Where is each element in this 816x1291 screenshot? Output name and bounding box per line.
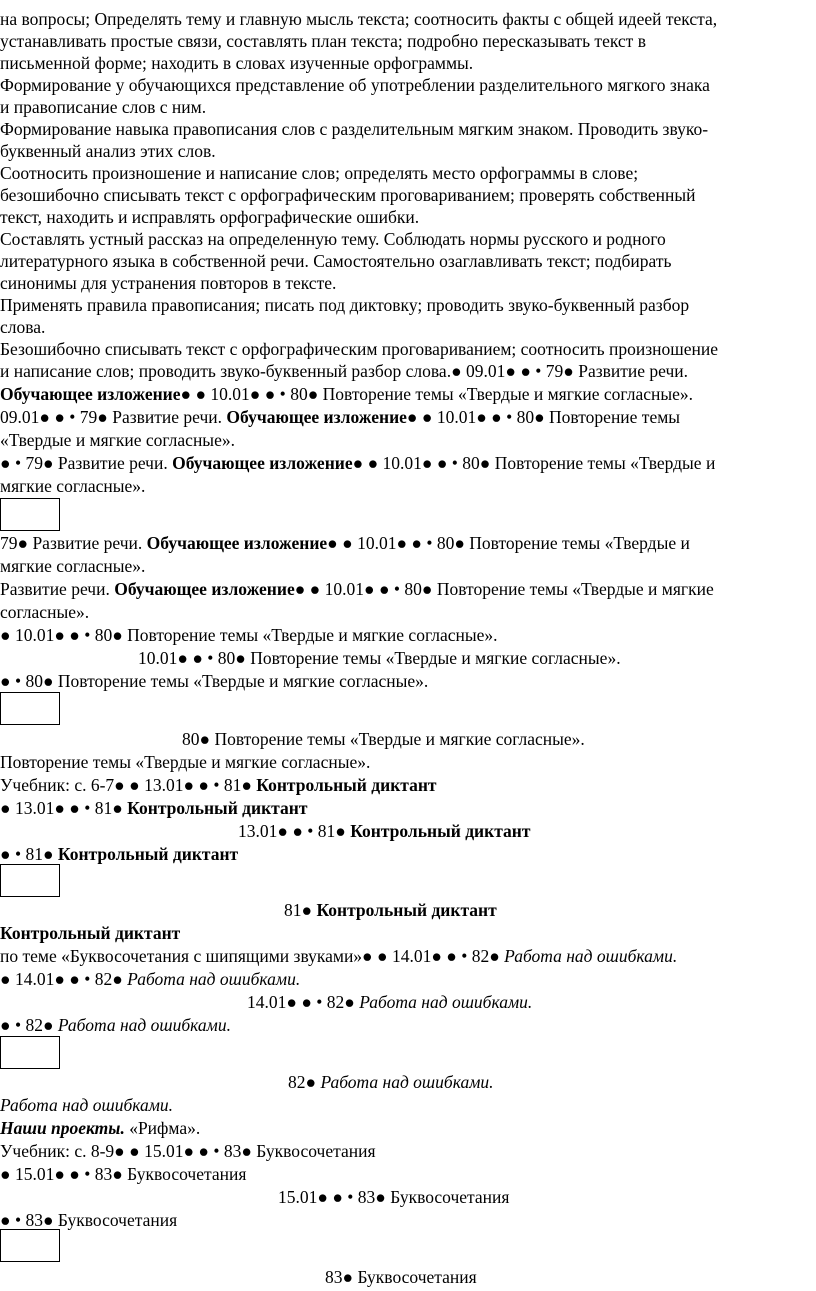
text-segment: ● 13.01● ● • 81● (0, 798, 128, 818)
text-segment: Развитие речи. (0, 579, 115, 599)
text-segment: ● • 83● Буквосочетания (0, 1210, 178, 1230)
text-segment: Работа над ошибками. (504, 946, 678, 966)
text-segment: ● • 80● Повторение темы «Твердые и мягкие согласные». (0, 671, 429, 691)
text-segment: мягкие согласные». (0, 476, 146, 496)
text-segment: 10.01● ● • 80● Повторение темы «Твердые и мягкие (320, 579, 714, 599)
text-segment: ● 10.01● ● • 80● Повторение темы «Твердые и мягкие согласные». (0, 625, 498, 645)
text-line (0, 294, 689, 316)
text-line (0, 1163, 246, 1185)
text-segment: Обучающее изложение● ● (226, 407, 433, 427)
text-line (0, 578, 714, 600)
text-line (0, 30, 646, 52)
text-segment: Контрольный диктант (316, 900, 497, 920)
text-segment: 10.01● ● • 80● Повторение темы «Твердые и (378, 453, 716, 473)
text-line (0, 452, 715, 474)
text-line (0, 1209, 177, 1231)
text-segment: синонимы для устранения повторов в тексте. (0, 273, 337, 293)
text-line (0, 250, 671, 272)
text-line (0, 228, 666, 250)
text-line (0, 52, 473, 74)
text-line (0, 406, 680, 428)
text-line (325, 1266, 477, 1288)
text-segment: Контрольный диктант (57, 844, 239, 864)
text-line (138, 647, 621, 669)
text-line (0, 383, 693, 405)
text-segment: Контрольный диктант (350, 821, 531, 841)
text-segment: ● • 82● (0, 1015, 58, 1035)
text-segment: Работа над ошибками. (127, 969, 301, 989)
text-segment: 10.01● ● • 80● Повторение темы «Твердые и мягкие согласные». (206, 384, 693, 404)
text-line (0, 429, 235, 451)
text-line (0, 74, 710, 96)
text-segment: Обучающее изложение● ● (114, 579, 321, 599)
text-segment: Соотносить произношение и написание слов; определять место орфограммы в слове; (0, 163, 639, 183)
text-segment: ● 14.01● ● • 82● (0, 969, 128, 989)
text-line (288, 1071, 494, 1093)
text-segment: «Рифма». (124, 1118, 201, 1138)
text-segment: согласные». (0, 602, 90, 622)
text-segment: слова. (0, 317, 46, 337)
text-segment: 82● (288, 1072, 321, 1092)
empty-table-cell-box (0, 1229, 60, 1262)
text-line (0, 797, 307, 819)
empty-table-cell-box (0, 498, 60, 531)
text-segment: литературного языка в собственной речи. Самостоятельно озаглавливать текст; подбирать (0, 251, 672, 271)
text-line (0, 162, 638, 184)
text-line (247, 991, 532, 1013)
text-line (238, 820, 530, 842)
text-segment: Учебник: с. 8-9● ● 15.01● ● • 83● Буквосочетания (0, 1141, 376, 1161)
text-segment: ● • 79● Развитие речи. (0, 453, 173, 473)
text-segment: Обучающее изложение● ● (146, 533, 353, 553)
text-line (0, 555, 145, 577)
text-line (0, 922, 180, 944)
text-segment: 79● Развитие речи. (0, 533, 147, 553)
text-segment: и правописание слов с ним. (0, 97, 207, 117)
text-line (0, 1140, 376, 1162)
text-segment: Формирование у обучающихся представление об употреблении разделительного мягкого знака (0, 75, 710, 95)
text-line (0, 316, 45, 338)
empty-table-cell-box (0, 692, 60, 725)
text-segment: 83● Буквосочетания (325, 1267, 477, 1287)
text-segment: мягкие согласные». (0, 556, 146, 576)
empty-table-cell-box (0, 864, 60, 897)
text-segment: Безошибочно списывать текст с орфографическим проговариванием; соотносить произношение (0, 339, 719, 359)
text-segment: на вопросы; Определять тему и главную мысль текста; соотносить факты с общей идеей текста, (0, 9, 718, 29)
text-line (0, 338, 718, 360)
text-line (0, 184, 696, 206)
text-line (0, 774, 437, 796)
text-line (0, 945, 677, 967)
text-segment: 14.01● ● • 82● (247, 992, 360, 1012)
text-line (278, 1186, 509, 1208)
text-segment: Повторение темы «Твердые и мягкие согласные». (0, 752, 371, 772)
text-line (284, 899, 497, 921)
text-line (0, 8, 717, 30)
text-segment: 10.01● ● • 80● Повторение темы «Твердые и (352, 533, 690, 553)
text-segment: 13.01● ● • 81● (238, 821, 351, 841)
text-line (0, 272, 336, 294)
text-segment: 80● Повторение темы «Твердые и мягкие согласные». (182, 729, 585, 749)
text-segment: Работа над ошибками. (359, 992, 533, 1012)
text-segment: безошибочно списывать текст с орфографическим проговариванием; проверять собственный (0, 185, 696, 205)
text-line (0, 1117, 200, 1139)
text-segment: Работа над ошибками. (0, 1095, 174, 1115)
text-segment: Работа над ошибками. (320, 1072, 494, 1092)
text-line (0, 843, 238, 865)
text-segment: Формирование навыка правописания слов с разделительным мягким знаком. Проводить звуко- (0, 119, 709, 139)
text-segment: буквенный анализ этих слов. (0, 141, 216, 161)
text-segment: Контрольный диктант (0, 923, 181, 943)
text-segment: текст, находить и исправлять орфографические ошибки. (0, 207, 420, 227)
empty-table-cell-box (0, 1036, 60, 1069)
text-segment: Контрольный диктант (256, 775, 437, 795)
text-segment: 81● (284, 900, 317, 920)
text-line (0, 475, 145, 497)
text-segment: и написание слов; проводить звуко-буквенный разбор слова.● 09.01● ● • 79● Развитие речи. (0, 361, 689, 381)
text-segment: 15.01● ● • 83● Буквосочетания (278, 1187, 510, 1207)
text-segment: Обучающее изложение● ● (172, 453, 379, 473)
text-line (0, 601, 89, 623)
text-segment: 10.01● ● • 80● Повторение темы (432, 407, 681, 427)
text-line (0, 968, 300, 990)
text-segment: «Твердые и мягкие согласные». (0, 430, 235, 450)
text-line (0, 624, 498, 646)
text-line (0, 1014, 231, 1036)
text-segment: Составлять устный рассказ на определенную тему. Соблюдать нормы русского и родного (0, 229, 666, 249)
text-line (182, 728, 585, 750)
text-segment: Контрольный диктант (127, 798, 308, 818)
text-segment: 09.01● ● • 79● Развитие речи. (0, 407, 227, 427)
text-segment: 10.01● ● • 80● Повторение темы «Твердые и мягкие согласные». (138, 648, 621, 668)
text-segment: по теме «Буквосочетания с шипящими звуками»● ● 14.01● ● • 82● (0, 946, 505, 966)
text-segment: Обучающее изложение● ● (0, 384, 207, 404)
text-segment: Работа над ошибками. (57, 1015, 231, 1035)
text-segment: письменной форме; находить в словах изученные орфограммы. (0, 53, 474, 73)
text-line (0, 206, 419, 228)
text-segment: Наши проекты. (0, 1118, 125, 1138)
text-line (0, 532, 690, 554)
text-line (0, 140, 216, 162)
text-line (0, 670, 428, 692)
text-line (0, 751, 370, 773)
text-line (0, 118, 708, 140)
text-line (0, 96, 206, 118)
text-segment: устанавливать простые связи, составлять план текста; подробно пересказывать текст в (0, 31, 646, 51)
text-line (0, 360, 688, 382)
text-segment: ● 15.01● ● • 83● Буквосочетания (0, 1164, 247, 1184)
text-line (0, 1094, 173, 1116)
text-segment: Учебник: с. 6-7● ● 13.01● ● • 81● (0, 775, 257, 795)
text-segment: ● • 81● (0, 844, 58, 864)
text-segment: Применять правила правописания; писать под диктовку; проводить звуко-буквенный разбор (0, 295, 690, 315)
